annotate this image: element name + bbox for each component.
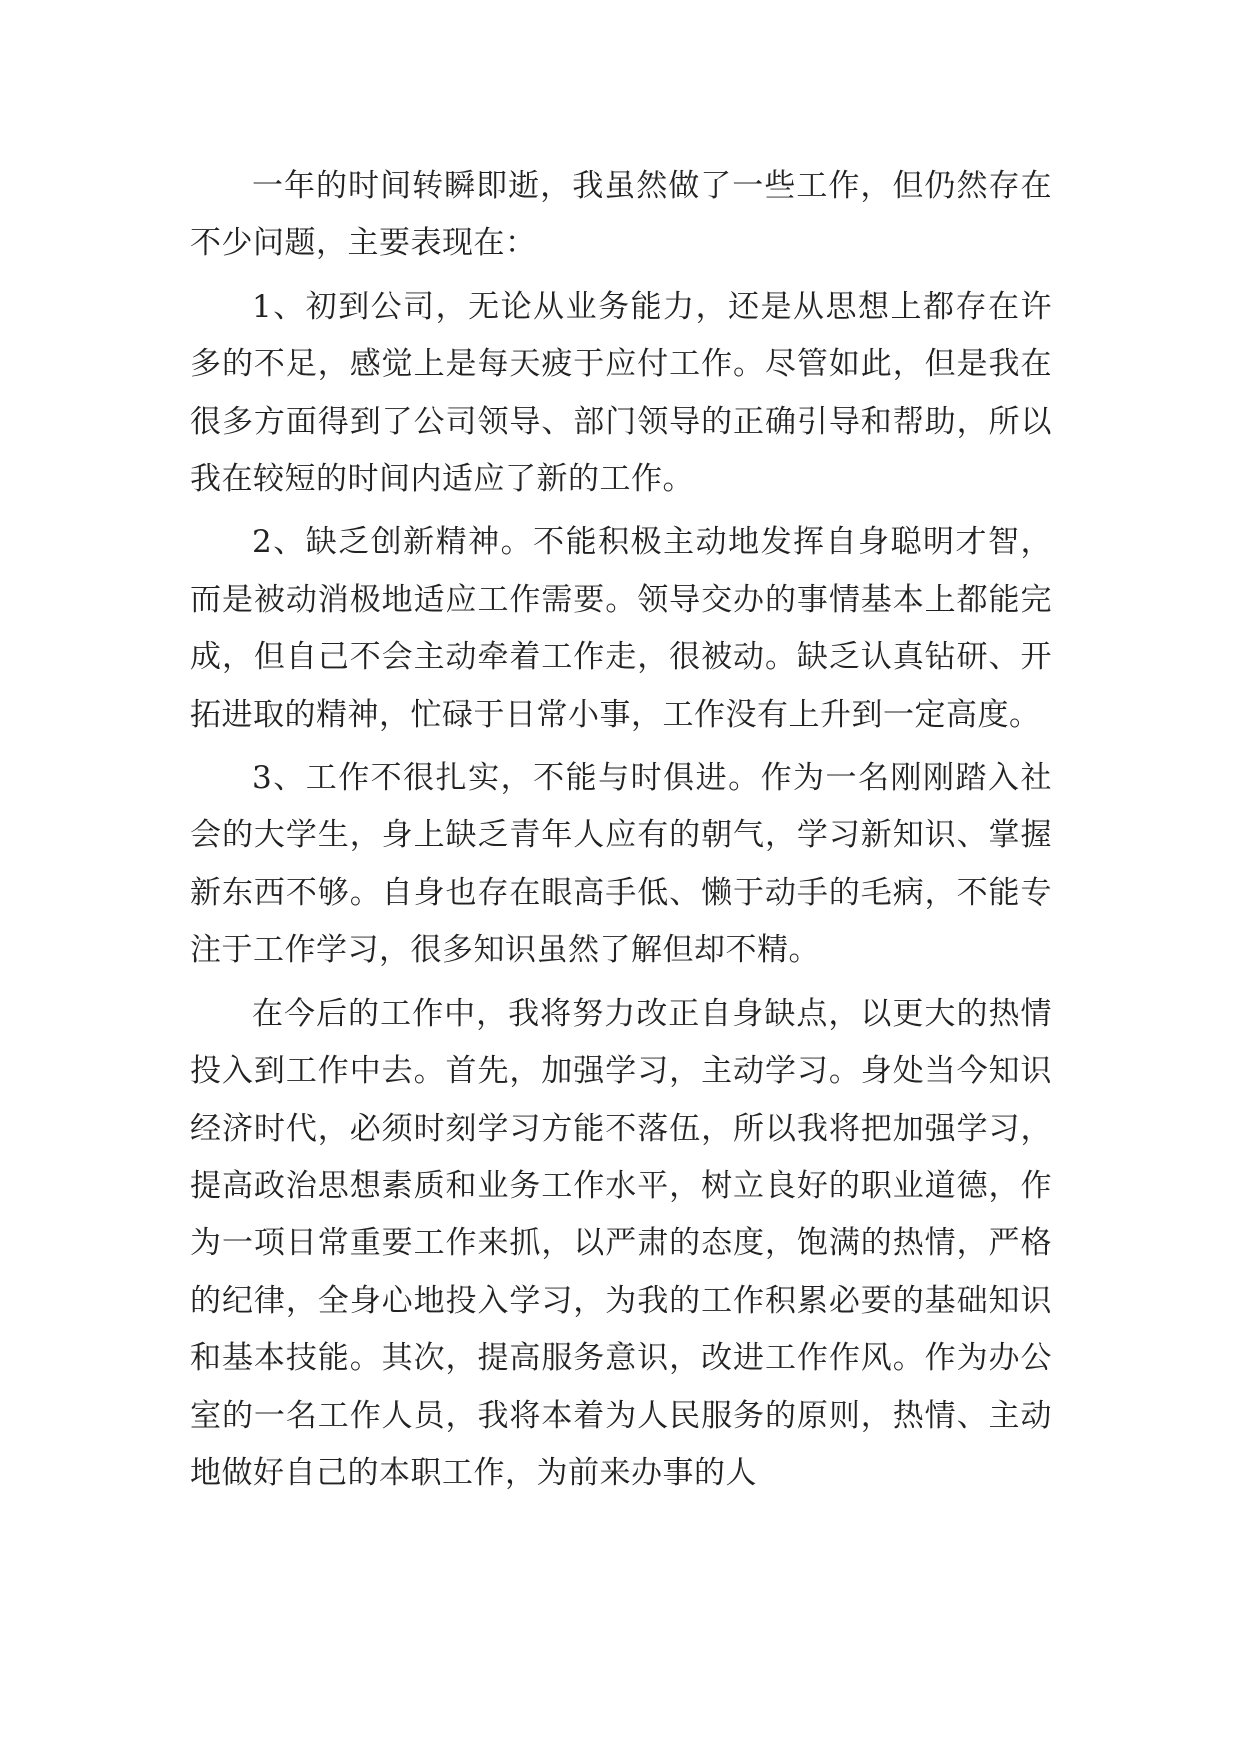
paragraph-intro: 一年的时间转瞬即逝，我虽然做了一些工作，但仍然存在不少问题，主要表现在：: [190, 168, 1052, 262]
document-body: [190, 158, 1052, 1502]
paragraph-point-2: 2、缺乏创新精神。不能积极主动地发挥自身聪明才智，而是被动消极地适应工作需要。领导交办的事情基本上都能完成，但自己不会主动牵着工作走，很被动。缺乏认真钻研、开拓进取的精神，忙碌于日常小事，工作没有上升到一定高度。: [190, 524, 1052, 733]
paragraph-future-plans: 在今后的工作中，我将努力改正自身缺点，以更大的热情投入到工作中去。首先，加强学习，主动学习。身处当今知识经济时代，必须时刻学习方能不落伍，所以我将把加强学习，提高政治思想素质和业务工作水平，树立良好的职业道德，作为一项日常重要工作来抓，以严肃的态度，饱满的热情，严格的纪律，全身心地投入学习，为我的工作积累必要的基础知识和基本技能。其次，提高服务意识，改进工作作风。作为办公室的一名工作人员，我将本着为人民服务的原则，热情、主动地做好自己的本职工作，为前来办事的人: [190, 995, 1052, 1491]
paragraph-point-3: 3、工作不很扎实，不能与时俱进。作为一名刚刚踏入社会的大学生，身上缺乏青年人应有的朝气，学习新知识、掌握新东西不够。自身也存在眼高手低、懒于动手的毛病，不能专注于工作学习，很多知识虽然了解但却不精。: [190, 760, 1052, 969]
paragraph-point-1: 1、初到公司，无论从业务能力，还是从思想上都存在许多的不足，感觉上是每天疲于应付工作。尽管如此，但是我在很多方面得到了公司领导、部门领导的正确引导和帮助，所以我在较短的时间内适应了新的工作。: [190, 288, 1052, 498]
